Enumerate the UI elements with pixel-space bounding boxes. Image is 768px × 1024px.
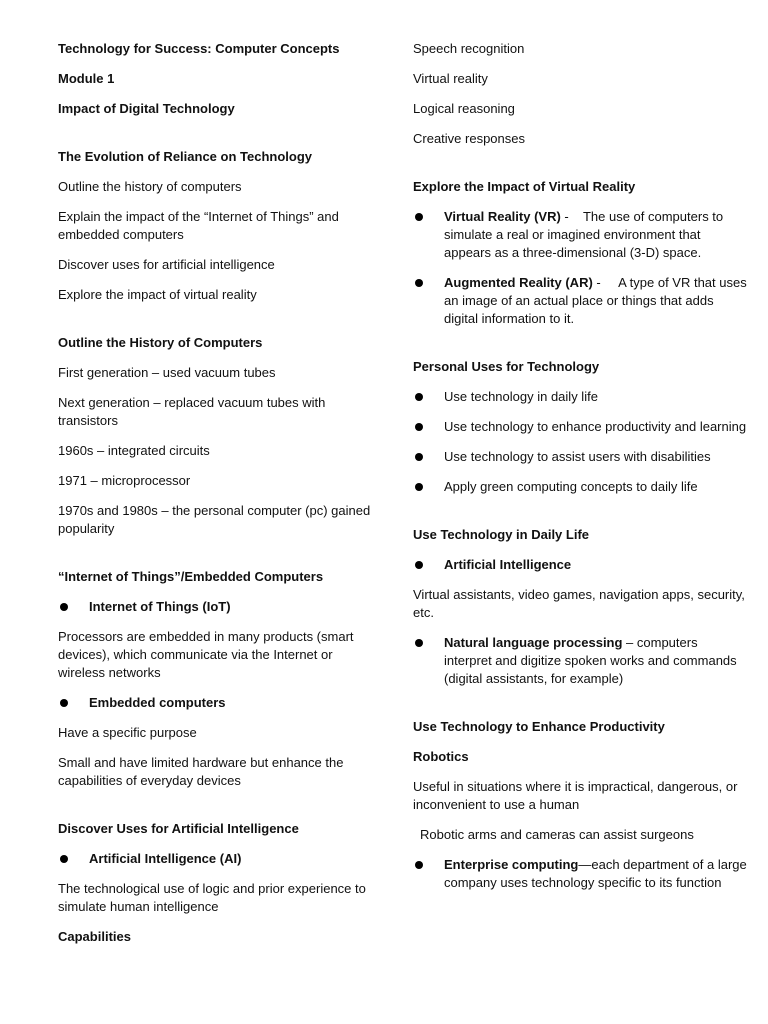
section-heading-personal: Personal Uses for Technology (413, 359, 600, 374)
bullet-dot-icon (415, 279, 423, 287)
capability-item: Logical reasoning (413, 101, 515, 116)
bullet-dot-icon (415, 483, 423, 491)
history-item: Next generation – replaced vacuum tubes with transistors (58, 395, 326, 428)
section-heading-daily: Use Technology in Daily Life (413, 527, 590, 542)
bullet-dot-icon (415, 861, 423, 869)
daily-ai-examples: Virtual assistants, video games, navigation apps, security, etc. (413, 587, 745, 620)
history-item: First generation – used vacuum tubes (58, 365, 276, 380)
bullet-dot-icon (60, 603, 68, 611)
vr-definition: The use of computers to simulate a real or imagined environment that appears as a three-dimensional (3-D) space. (444, 209, 727, 260)
bullet-enterprise (413, 856, 748, 892)
bullet-personal: Use technology to enhance productivity and learning (413, 418, 748, 436)
section-heading-productivity: Use Technology to Enhance Productivity (413, 719, 665, 734)
bullet-dot-icon (415, 639, 423, 647)
capabilities-label: Capabilities (58, 929, 131, 944)
bullet-daily-ai: Artificial Intelligence (413, 556, 748, 574)
ar-term: Augmented Reality (AR) (444, 275, 593, 290)
embedded-description: Small and have limited hardware but enhance the capabilities of everyday devices (58, 755, 344, 788)
enterprise-term: Enterprise computing (444, 857, 579, 872)
bullet-dot-icon (415, 213, 423, 221)
bullet-embedded: Embedded computers (58, 694, 378, 712)
evolution-item: Discover uses for artificial intelligence (58, 257, 275, 272)
vr-separator: - (560, 209, 569, 224)
right-column (413, 40, 751, 904)
module-label: Module 1 (58, 71, 115, 86)
bullet-dot-icon (415, 561, 423, 569)
bullet-personal: Use technology to assist users with disabilities (413, 448, 748, 466)
evolution-item: Explore the impact of virtual reality (58, 287, 257, 302)
bullet-dot-icon (60, 855, 68, 863)
left-column (58, 40, 378, 958)
embedded-purpose: Have a specific purpose (58, 725, 197, 740)
bullet-personal: Apply green computing concepts to daily life (413, 478, 748, 496)
section-heading-vr: Explore the Impact of Virtual Reality (413, 179, 636, 194)
section-heading-history: Outline the History of Computers (58, 335, 263, 350)
module-subtitle: Impact of Digital Technology (58, 101, 235, 116)
bullet-iot: Internet of Things (IoT) (58, 598, 378, 616)
ar-definition: A type of VR that uses an image of an actual place or things that adds digital information to it. (444, 275, 751, 326)
ar-separator: - (592, 275, 601, 290)
bullet-dot-icon (415, 423, 423, 431)
bullet-dot-icon (60, 699, 68, 707)
bullet-dot-icon (415, 453, 423, 461)
nlp-definition: – computers interpret and digitize spoken works and commands (digital assistants, for example) (444, 635, 737, 686)
bullet-dot-icon (415, 393, 423, 401)
section-heading-ai: Discover Uses for Artificial Intelligence (58, 821, 299, 836)
section-heading-iot: “Internet of Things”/Embedded Computers (58, 569, 324, 584)
evolution-item: Outline the history of computers (58, 179, 242, 194)
document-title: Technology for Success: Computer Concepts (58, 41, 340, 56)
bullet-ai: Artificial Intelligence (AI) (58, 850, 378, 868)
bullet-nlp (413, 634, 748, 688)
history-item: 1970s and 1980s – the personal computer (pc) gained popularity (58, 503, 371, 536)
robotics-description: Useful in situations where it is impractical, dangerous, or inconvenient to use a human (413, 779, 738, 812)
bullet-personal: Use technology in daily life (413, 388, 748, 406)
iot-description: Processors are embedded in many products (smart devices), which communicate via the Internet or wireless networks (58, 629, 354, 680)
capability-item: Speech recognition (413, 41, 525, 56)
nlp-term: Natural language processing (444, 635, 623, 650)
ai-description: The technological use of logic and prior experience to simulate human intelligence (58, 881, 366, 914)
bullet-vr (413, 208, 748, 262)
vr-term: Virtual Reality (VR) (444, 209, 561, 224)
capability-item: Virtual reality (413, 71, 488, 86)
robotics-label: Robotics (413, 749, 469, 764)
bullet-ar (413, 274, 751, 328)
section-heading-evolution: The Evolution of Reliance on Technology (58, 149, 312, 164)
history-item: 1960s – integrated circuits (58, 443, 210, 458)
capability-item: Creative responses (413, 131, 525, 146)
evolution-item: Explain the impact of the “Internet of Things” and embedded computers (58, 209, 339, 242)
history-item: 1971 – microprocessor (58, 473, 191, 488)
enterprise-definition: —each department of a large company uses technology specific to its function (444, 857, 747, 890)
robotics-example: Robotic arms and cameras can assist surgeons (420, 827, 694, 842)
